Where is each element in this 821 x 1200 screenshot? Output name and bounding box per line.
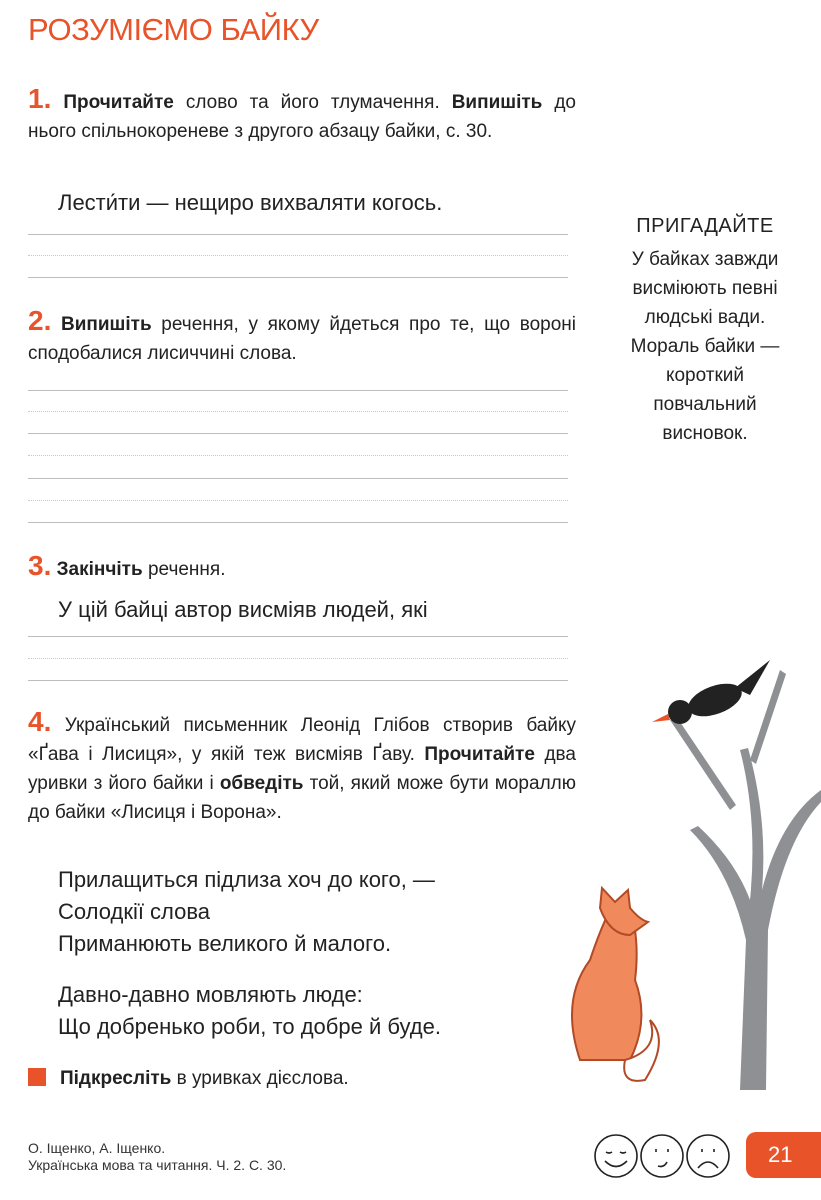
answer-line[interactable] (28, 433, 568, 434)
instruction-verb: Закінчіть (56, 559, 143, 580)
page-title: РОЗУМІЄМО БАЙКУ (28, 12, 319, 47)
sad-face-icon[interactable] (687, 1135, 729, 1177)
task-text: слово та його тлумачення. (173, 92, 452, 113)
answer-guide-line (28, 411, 568, 412)
task-3 (28, 551, 576, 584)
task-text: той, який може бути мораллю до байки «Лисиця і Ворона». (28, 773, 576, 823)
excerpt-1[interactable] (58, 864, 435, 960)
answer-line[interactable] (28, 522, 568, 523)
instruction-verb: Випишіть (451, 92, 543, 113)
task-text: речення, у якому йдеться про те, що вороні сподобалися лисиччині слова. (28, 314, 576, 364)
sentence-start: У цій байці автор висміяв людей, які (58, 597, 428, 622)
excerpt-line: Приманюють великого й малого. (58, 931, 392, 956)
authors: О. Іщенко, А. Іщенко. (28, 1140, 166, 1156)
task-text: два уривки з його байки і (28, 744, 576, 794)
task-number: 1. (28, 83, 52, 114)
task-text: в уривках дієслова. (171, 1068, 349, 1089)
task-2 (28, 306, 576, 368)
self-assessment-faces (592, 1131, 742, 1181)
instruction-verb: Прочитайте (424, 744, 535, 765)
excerpt-2[interactable] (58, 979, 441, 1043)
reminder-line: повчальний (653, 394, 757, 415)
definition: Лести́ти — нещиро вихваляти когось. (58, 190, 443, 215)
page-number: 21 (746, 1132, 821, 1178)
answer-line[interactable] (28, 390, 568, 391)
instruction-verb: Прочитайте (63, 92, 174, 113)
answer-guide-line (28, 455, 568, 456)
footer-credits (28, 1140, 286, 1174)
instruction-verb: обведіть (219, 773, 304, 794)
excerpt-line: Давно-давно мовляють люде: (58, 982, 363, 1007)
fable-illustration (540, 640, 821, 1100)
answer-line[interactable] (28, 234, 568, 235)
reminder-line: У байках завжди (631, 249, 779, 270)
orange-square-icon (28, 1068, 46, 1086)
task-number: 2. (28, 305, 52, 336)
answer-line[interactable] (28, 478, 568, 479)
task-text: до нього спільнокореневе з другого абзацу байки, с. 30. (28, 92, 576, 142)
extra-task (28, 1068, 349, 1090)
task-text: Український письменник Леонід Глібов створив байку «Ґава і Лисиця», у якій теж висміяв Ґаву. (28, 715, 576, 765)
answer-guide-line (28, 255, 568, 256)
reminder-heading: ПРИГАДАЙТЕ (636, 215, 774, 237)
task-number: 4. (28, 706, 52, 737)
fox-icon (572, 888, 659, 1081)
excerpt-line: Що добренько роби, то добре й буде. (58, 1014, 441, 1039)
reminder-line: висновок. (662, 423, 748, 444)
reminder-line: висміюють певні (632, 278, 778, 299)
crow-icon (652, 660, 770, 724)
instruction-verb: Підкресліть (60, 1068, 172, 1089)
reminder-box (600, 212, 810, 448)
answer-line[interactable] (28, 680, 568, 681)
happy-face-icon[interactable] (595, 1135, 637, 1177)
instruction-verb: Випишіть (61, 314, 152, 335)
task-number: 3. (28, 550, 52, 581)
answer-guide-line (28, 658, 568, 659)
tree-icon (670, 670, 821, 1090)
answer-line[interactable] (28, 277, 568, 278)
reminder-line: Мораль байки — (630, 336, 780, 357)
task-1 (28, 84, 576, 146)
answer-guide-line (28, 500, 568, 501)
task-text: речення. (142, 559, 226, 580)
task-4 (28, 707, 576, 827)
reminder-line: людські вади. (644, 307, 766, 328)
answer-line[interactable] (28, 636, 568, 637)
excerpt-line: Прилащиться підлиза хоч до кого, — (58, 867, 435, 892)
excerpt-line: Солодкії слова (58, 899, 211, 924)
reminder-line: короткий (665, 365, 745, 386)
neutral-face-icon[interactable] (641, 1135, 683, 1177)
book-reference: Українська мова та читання. Ч. 2. С. 30. (28, 1157, 287, 1173)
